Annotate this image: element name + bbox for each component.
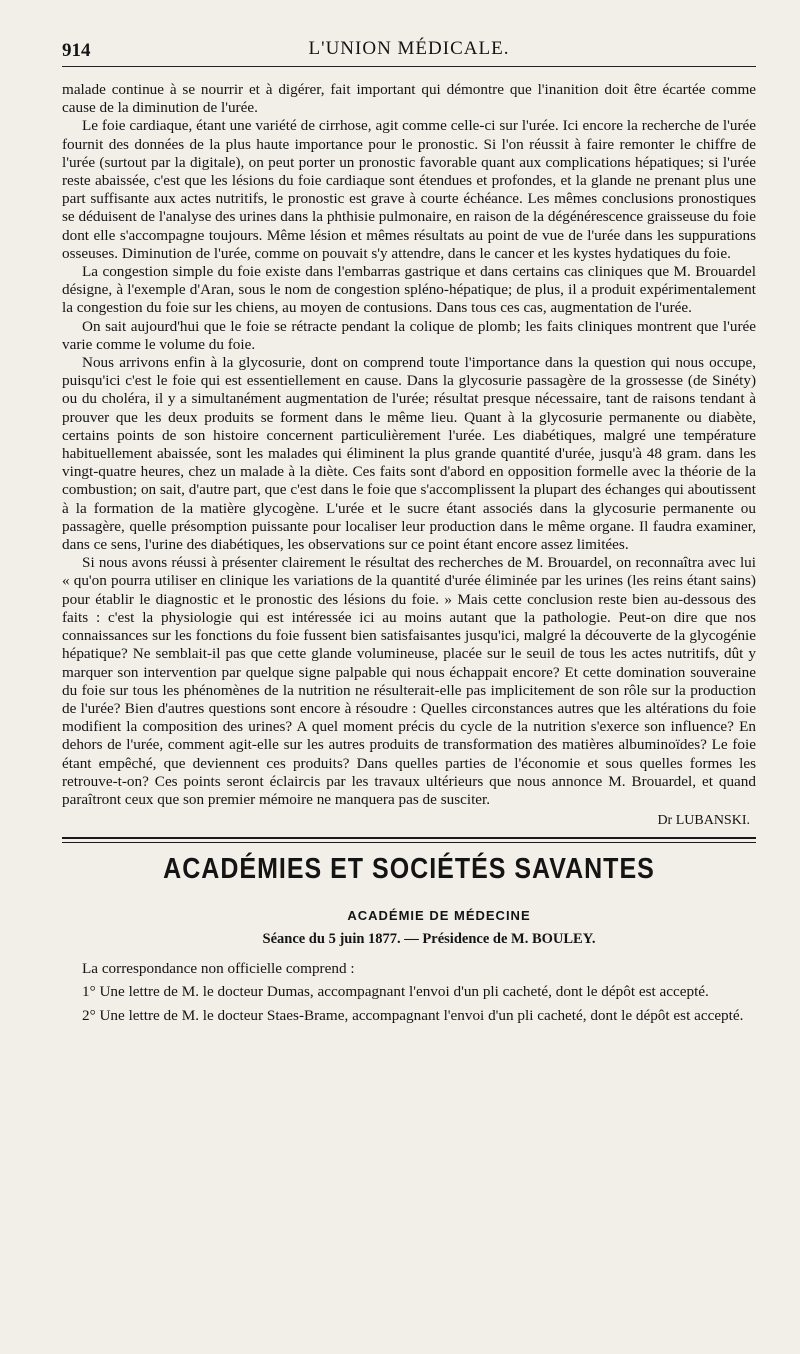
correspondence-item: 1° Une lettre de M. le docteur Dumas, accompagnant l'envoi d'un pli cacheté, dont le dépôt est accepté. (82, 983, 709, 1001)
paragraph: Nous arrivons enfin à la glycosurie, dont on comprend toute l'importance dans la question qui nous occupe, puisqu'ici c'est le foie qui est essentiellement en cause. Dans la glycosurie passagère de la grossesse (de Sinéty) ou du choléra, il y a simultanément augmentation de l'urée; résultat presque nécessaire, tant de raisons tendant à prouver que les deux produits se forment dans le même lieu. Quant à la glycosurie permanente ou diabète, certains points de son histoire concernent particulièrement l'urée. Les diabétiques, malgré une température habituellement abaissée, sont les malades qui éliminent la plus grande quantité d'urée, jusqu'à 48 gram. dans les vingt-quatre heures, chez un malade à la diète. Ces faits sont d'abord en opposition formelle avec la théorie de la combustion; on sait, d'autre part, que c'est dans le foie que s'accomplissent la plupart des échanges qui aboutissent à la formation de la matière glycogène. L'urée et le sucre étant associés dans la glycosurie permanente ou passagère, quelle présomption puissante pour localiser leur production dans le même organe. Il faudra examiner, dans ce sens, l'urine des diabétiques, les observations sur ce point étant encore assez limitées. (62, 354, 756, 554)
paragraph: La congestion simple du foie existe dans l'embarras gastrique et dans certains cas cliniques que M. Brouardel désigne, à l'exemple d'Aran, sous le nom de congestion spléno-hépatique; de plus, il a produit expérimentalement la congestion du foie sur les chiens, au moyen de contusions. Dans tous ces cas, augmentation de l'urée. (62, 263, 756, 317)
header-rule (62, 66, 756, 67)
page-header (62, 34, 756, 64)
paragraph: Si nous avons réussi à présenter clairement le résultat des recherches de M. Brouardel, on reconnaîtra avec lui « qu'on pourra utiliser en clinique les variations de la quantité d'urée éliminée par les urines (les reins étant sains) pour établir le diagnostic et le pronostic des lésions du foie. » Mais cette conclusion reste bien au-dessous des faits : c'est la physiologie qui est intéressée ici au moins autant que la pathologie. Peut-on dire que nos connaissances sur les fonctions du foie fussent bien satisfaisantes jusqu'ici, malgré la découverte de la glycogénie hépatique? Ne semblait-il pas que cette glande volumineuse, placée sur le seuil de tous les actes nutritifs, dût y marquer son intervention par quelque signe palpable qui nous échappait encore? Et cette domination souveraine du foie sur tous les phénomènes de la nutrition ne résulterait-elle pas implicitement de son rôle sur la production de l'urée? Bien d'autres questions sont encore à résoudre : Quelles circonstances autres que les altérations du foie modifient la composition des urines? A quel moment précis du cycle de la nutrition s'exerce son influence? En dehors de l'urée, comment agit-elle sur les autres produits de transformation des matières albuminoïdes? Le foie étant empêché, que deviennent ces produits? Dans quelles parties de l'économie et sous quelles formes les retrouve-t-on? Ces points seront éclaircis par les travaux ultérieurs que nous annonce M. Brouardel, et quand paraîtront ceux que son premier mémoire ne manquera pas de susciter. (62, 554, 756, 808)
section-title: ACADÉMIES ET SOCIÉTÉS SAVANTES (163, 852, 655, 886)
correspondence-intro: La correspondance non officielle comprend : (82, 960, 355, 978)
session-line: Séance du 5 juin 1877. — Présidence de M. BOULEY. (262, 931, 596, 948)
document-page (62, 34, 756, 1334)
correspondence-item: 2° Une lettre de M. le docteur Staes-Brame, accompagnant l'envoi d'un pli cacheté, dont le dépôt est accepté. (82, 1006, 744, 1024)
running-title: L'UNION MÉDICALE. (308, 38, 510, 59)
page-number: 914 (62, 40, 91, 61)
paragraph: Le foie cardiaque, étant une variété de cirrhose, agit comme celle-ci sur l'urée. Ici encore la recherche de l'urée fournit des données de la plus haute importance pour le pronostic. Si l'on réussit à faire remonter le chiffre de l'urée (surtout par la digitale), on peut porter un pronostic favorable quant aux complications hépatiques; si l'urée reste abaissée, c'est que les lésions du foie cardiaque sont étendues et profondes, et la glande ne prenant plus une part suffisante aux actes nutritifs, le pronostic est grave à courte échéance. Les mêmes conclusions pronostiques se déduisent de l'analyse des urines dans la phthisie pulmonaire, en raison de la dégénérescence graisseuse du foie dont elle s'accompagne toujours. Même lésion et mêmes résultats au point de vue de l'urée dans les suppurations osseuses. Diminution de l'urée, comme on pouvait s'y attendre, dans le cancer et les kystes hydatiques du foie. (62, 117, 756, 262)
author-signature: Dr LUBANSKI. (657, 813, 750, 829)
section-rule (62, 837, 756, 843)
paragraph: On sait aujourd'hui que le foie se rétracte pendant la colique de plomb; les faits cliniques montrent que l'urée varie comme le volume du foie. (62, 317, 756, 353)
paragraph: malade continue à se nourrir et à digérer, fait important qui démontre que l'inanition doit être écartée comme cause de la diminution de l'urée. (62, 81, 756, 117)
article-body (62, 81, 756, 809)
correspondence (62, 960, 756, 1025)
subsection-title: ACADÉMIE DE MÉDECINE (347, 908, 531, 924)
